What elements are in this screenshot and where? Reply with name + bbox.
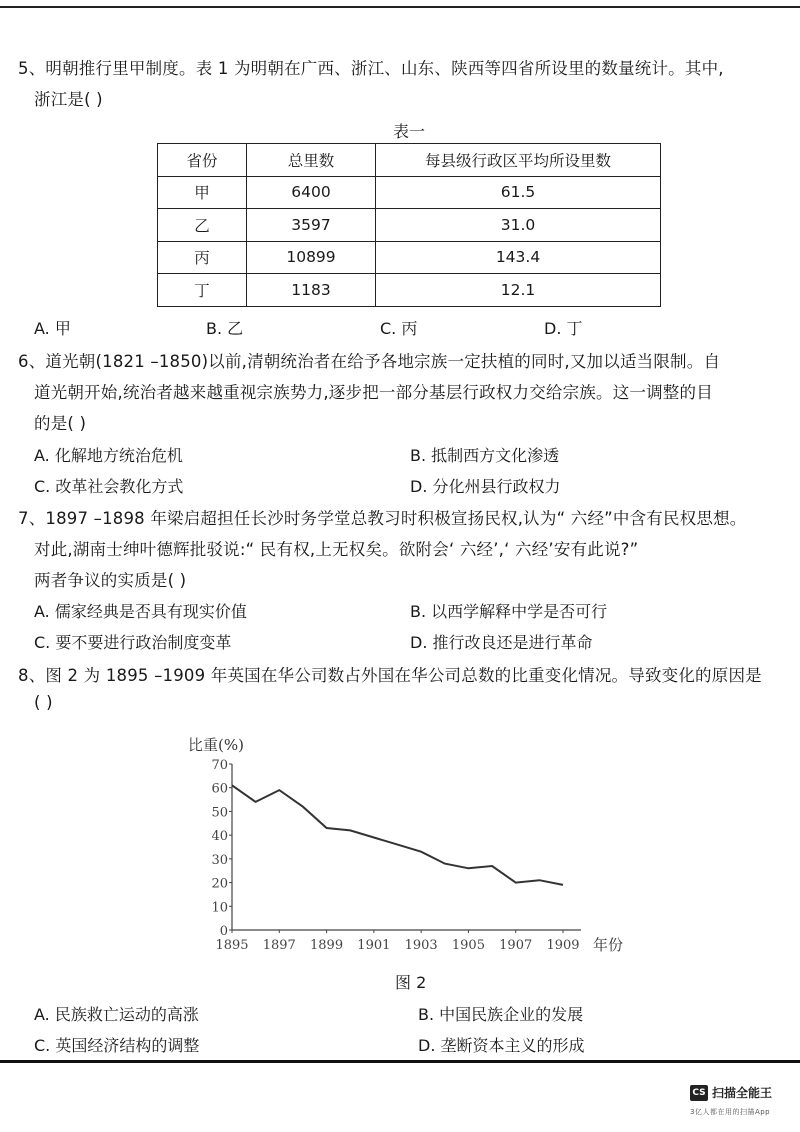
x-tick-label: 1897 — [262, 938, 296, 953]
table-cell: 乙 — [158, 209, 247, 242]
x-tick-label: 1901 — [357, 938, 391, 953]
table-cell: 61.5 — [376, 176, 661, 209]
cs-logo-icon: CS — [690, 1085, 708, 1101]
x-tick-label: 1907 — [499, 938, 533, 953]
x-tick-labels — [215, 938, 579, 953]
q8-option-a[interactable]: A. 民族救亡运动的高涨 — [34, 1005, 199, 1024]
q6-stem-line2: 道光朝开始,统治者越来越重视宗族势力,逐步把一部分基层行政权力交给宗族。这一调整的目 — [34, 383, 713, 402]
table-cell: 丙 — [158, 241, 247, 274]
table-row — [158, 274, 661, 307]
y-tick-label: 70 — [211, 758, 228, 773]
top-border — [0, 6, 800, 8]
x-tick-label: 1905 — [451, 938, 485, 953]
line-chart — [180, 728, 640, 963]
y-tick-label: 60 — [211, 781, 228, 797]
q5-option-c[interactable]: C. 丙 — [380, 319, 418, 338]
scanner-logo — [690, 1084, 772, 1101]
table-header-row — [158, 144, 661, 177]
q5-stem-line2: 浙江是( ) — [34, 90, 103, 109]
x-tick-label: 1895 — [215, 938, 249, 953]
q5-option-b[interactable]: B. 乙 — [206, 319, 244, 338]
table-cell: 31.0 — [376, 209, 661, 242]
x-tick-label: 1909 — [546, 938, 580, 953]
brand-tagline: 3亿人都在用的扫描App — [690, 1108, 771, 1116]
header-cell: 每县级行政区平均所设里数 — [376, 144, 661, 177]
q8-option-b[interactable]: B. 中国民族企业的发展 — [418, 1005, 584, 1024]
header-cell: 省份 — [158, 144, 247, 177]
figure-caption: 图 2 — [395, 973, 427, 992]
q7-stem-line1: 7、1897 –1898 年梁启超担任长沙时务学堂总教习时积极宣扬民权,认为“ 六经”中含有民权思想。 — [18, 509, 747, 528]
bottom-border — [0, 1060, 800, 1063]
series-line — [232, 785, 563, 885]
table-cell: 甲 — [158, 176, 247, 209]
table-title: 表一 — [393, 122, 426, 141]
table-row — [158, 176, 661, 209]
table-cell: 6400 — [247, 176, 376, 209]
y-tick-label: 0 — [219, 924, 228, 939]
x-tick-label: 1899 — [310, 938, 344, 953]
header-cell: 总里数 — [247, 144, 376, 177]
y-tick-label: 30 — [211, 852, 228, 868]
table-cell: 12.1 — [376, 274, 661, 307]
q5-stem-line1: 5、明朝推行里甲制度。表 1 为明朝在广西、浙江、山东、陕西等四省所设里的数量统计。其中, — [18, 59, 724, 78]
table-cell: 3597 — [247, 209, 376, 242]
q6-option-b[interactable]: B. 抵制西方文化渗透 — [410, 446, 560, 465]
q7-option-b[interactable]: B. 以西学解释中学是否可行 — [410, 602, 608, 621]
q6-stem-line3: 的是( ) — [34, 414, 87, 433]
y-tick-label: 50 — [211, 805, 228, 821]
q7-option-d[interactable]: D. 推行改良还是进行革命 — [410, 633, 593, 652]
q7-option-c[interactable]: C. 要不要进行政治制度变革 — [34, 633, 232, 652]
y-tick-label: 10 — [211, 900, 228, 916]
q7-stem-line2: 对此,湖南士绅叶德辉批驳说:“ 民有权,上无权矣。欲附会‘ 六经’,‘ 六经’安有此说?” — [34, 540, 639, 559]
q6-stem-line1: 6、道光朝(1821 –1850)以前,清朝统治者在给予各地宗族一定扶植的同时,又加以适当限制。自 — [18, 352, 721, 371]
table-cell: 10899 — [247, 241, 376, 274]
y-axis-label: 比重(%) — [188, 736, 244, 754]
q7-stem-line3: 两者争议的实质是( ) — [34, 571, 187, 590]
y-tick-label: 40 — [211, 829, 228, 845]
table-cell: 1183 — [247, 274, 376, 307]
q8-stem-line2: ( ) — [34, 693, 53, 712]
q6-option-a[interactable]: A. 化解地方统治危机 — [34, 446, 183, 465]
table-row — [158, 209, 661, 242]
x-tick-label: 1903 — [404, 938, 438, 953]
table-cell: 143.4 — [376, 241, 661, 274]
y-tick-labels — [211, 758, 228, 939]
data-table — [157, 143, 661, 307]
q8-option-c[interactable]: C. 英国经济结构的调整 — [34, 1036, 200, 1055]
table-row — [158, 241, 661, 274]
brand-name: 扫描全能王 — [712, 1086, 773, 1100]
q8-option-d[interactable]: D. 垄断资本主义的形成 — [418, 1036, 585, 1055]
q6-option-d[interactable]: D. 分化州县行政权力 — [410, 477, 561, 496]
q5-option-d[interactable]: D. 丁 — [544, 319, 583, 338]
q6-option-c[interactable]: C. 改革社会教化方式 — [34, 477, 184, 496]
table-cell: 丁 — [158, 274, 247, 307]
y-tick-label: 20 — [211, 876, 228, 892]
q8-stem-line1: 8、图 2 为 1895 –1909 年英国在华公司数占外国在华公司总数的比重变化情况。导致变化的原因是 — [18, 666, 762, 685]
x-axis-label: 年份 — [593, 936, 624, 954]
q7-option-a[interactable]: A. 儒家经典是否具有现实价值 — [34, 602, 247, 621]
chart-axes — [229, 764, 581, 933]
q5-option-a[interactable]: A. 甲 — [34, 319, 71, 338]
